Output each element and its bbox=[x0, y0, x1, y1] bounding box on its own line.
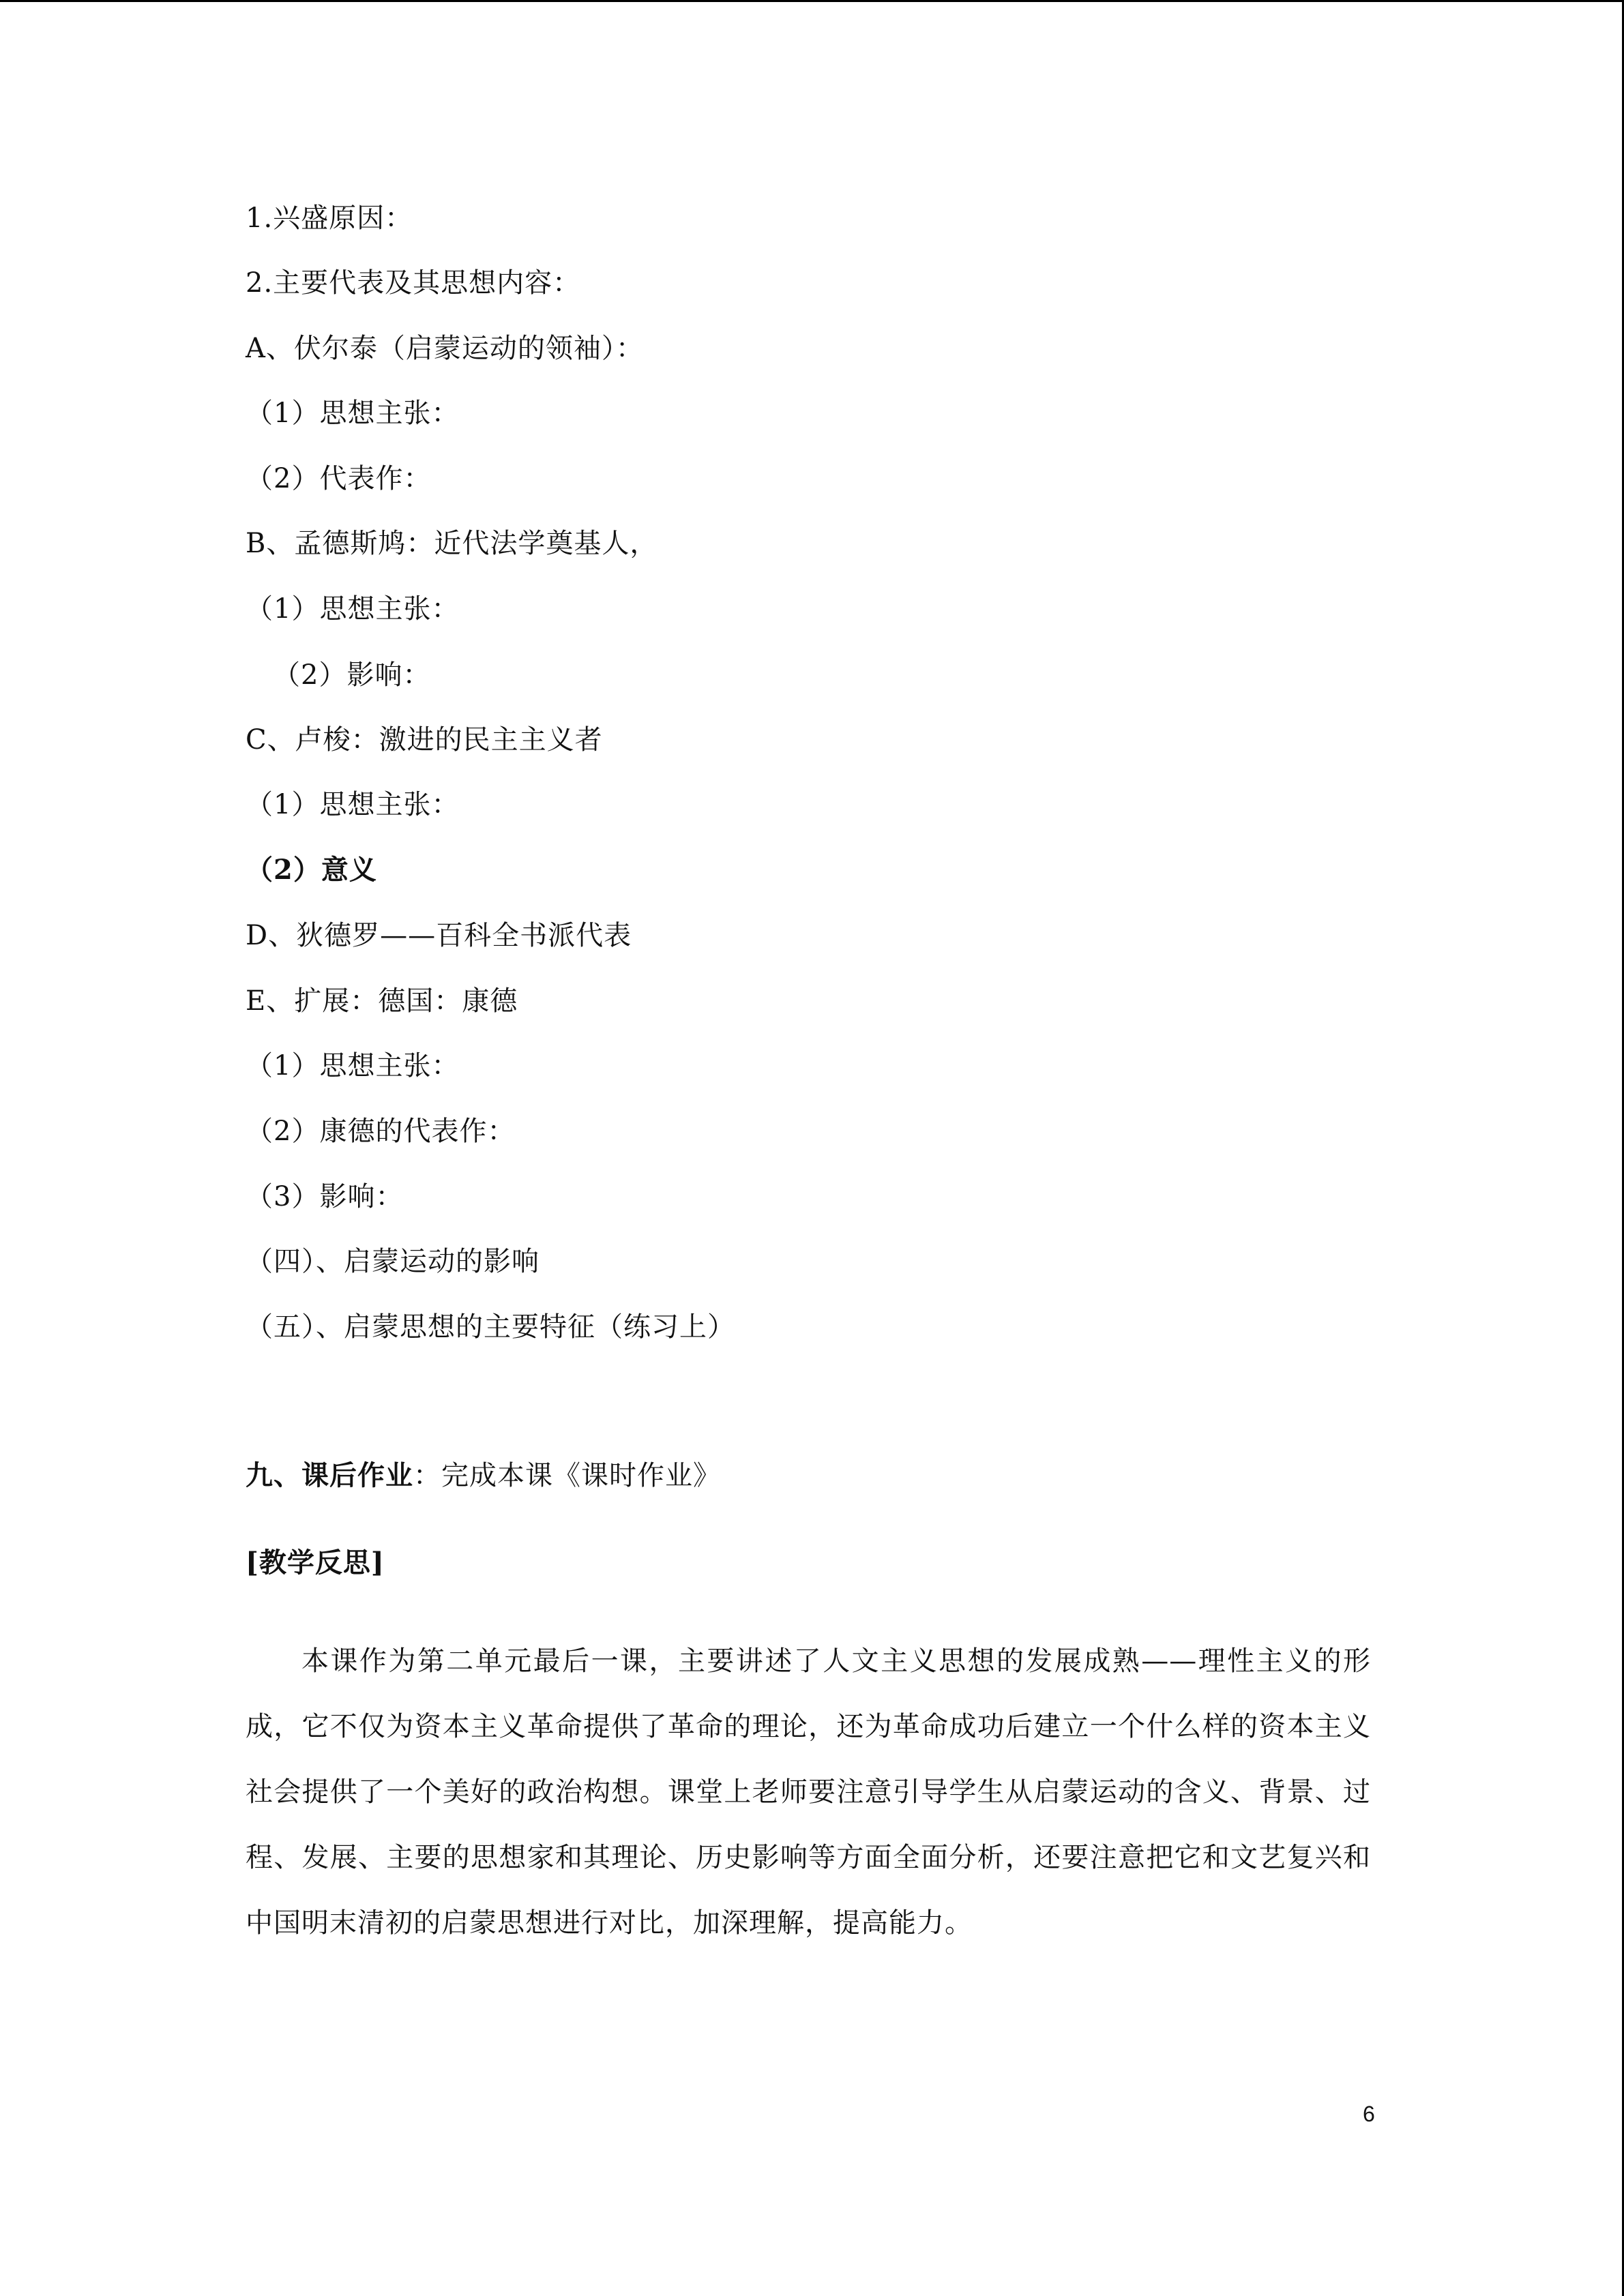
outline-line-2: 2.主要代表及其思想内容： bbox=[246, 267, 581, 299]
outline-line-17: （四）、启蒙运动的影响 bbox=[246, 1246, 540, 1277]
outline-line-18: （五）、启蒙思想的主要特征（练习上） bbox=[246, 1311, 735, 1343]
outline-line-15: （2）康德的代表作： bbox=[246, 1116, 516, 1147]
outline-line-6: B、孟德斯鸠：近代法学奠基人， bbox=[246, 528, 658, 559]
page-border-top bbox=[0, 0, 1624, 2]
outline-line-14: （1）思想主张： bbox=[246, 1050, 460, 1082]
outline-line-3: A、伏尔泰（启蒙运动的领袖）： bbox=[246, 333, 644, 364]
outline-line-4: （1）思想主张： bbox=[246, 398, 460, 429]
outline-line-9: C、卢梭：激进的民主主义者 bbox=[246, 724, 603, 756]
reflection-heading: [教学反思] bbox=[246, 1547, 385, 1579]
outline-line-13: E、扩展：德国：康德 bbox=[246, 985, 518, 1017]
outline-line-8: （2）影响： bbox=[273, 659, 431, 691]
outline-line-11: （2）意义 bbox=[246, 854, 377, 886]
homework-text: ：完成本课《课时作业》 bbox=[413, 1460, 721, 1491]
page-number: 6 bbox=[1363, 2102, 1375, 2126]
reflection-paragraph: 本课作为第二单元最后一课，主要讲述了人文主义思想的发展成熟——理性主义的形成，它不仅为资本主义革命提供了革命的理论，还为革命成功后建立一个什么样的资本主义社会提供了一个美好的政治构想。课堂上老师要注意引导学生从启蒙运动的含义、背景、过程、发展、主要的思想家和其理论、历史影响等方面全面分析，还要注意把它和文艺复兴和中国明末清初的启蒙思想进行对比，加深理解，提高能力。 bbox=[246, 1645, 1371, 1939]
homework-line bbox=[246, 1457, 721, 1495]
outline-line-12: D、狄德罗——百科全书派代表 bbox=[246, 920, 632, 951]
outline-line-1: 1.兴盛原因： bbox=[246, 203, 413, 234]
homework-label: 九、课后作业 bbox=[246, 1459, 413, 1491]
outline-line-10: （1）思想主张： bbox=[246, 789, 460, 820]
outline-line-16: （3）影响： bbox=[246, 1181, 404, 1212]
outline-line-7: （1）思想主张： bbox=[246, 593, 460, 625]
outline-line-5: （2）代表作： bbox=[246, 463, 432, 494]
